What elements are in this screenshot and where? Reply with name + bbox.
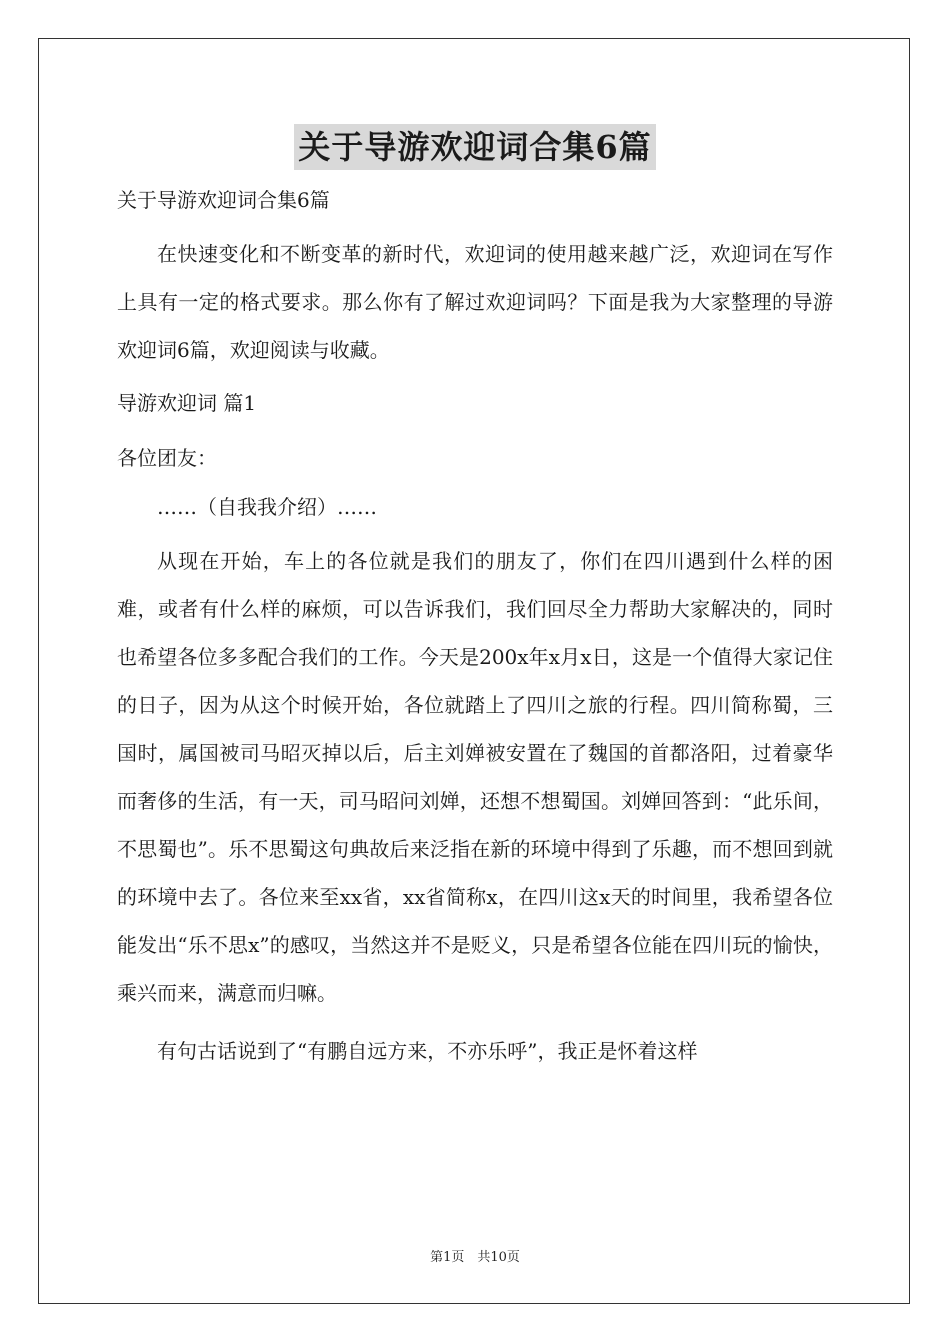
intro-paragraph: 在快速变化和不断变革的新时代，欢迎词的使用越来越广泛，欢迎词在写作上具有一定的格式要求。那么你有了解过欢迎词吗？下面是我为大家整理的导游欢迎词6篇，欢迎阅读与收藏。 bbox=[117, 242, 833, 362]
section-heading: 导游欢迎词 篇1 bbox=[117, 391, 257, 415]
page-number: 第1页 共10页 bbox=[430, 1250, 520, 1265]
document-body bbox=[117, 181, 833, 1075]
title-container bbox=[0, 124, 950, 170]
document-title: 关于导游欢迎词合集6篇 bbox=[294, 124, 655, 170]
body-paragraph-1: 从现在开始，车上的各位就是我们的朋友了，你们在四川遇到什么样的困难，或者有什么样的麻烦，可以告诉我们，我们回尽全力帮助大家解决的，同时也希望各位多多配合我们的工作。今天是200x年x月x日，这是一个值得大家记住的日子，因为从这个时候开始，各位就踏上了四川之旅的行程。四川简称蜀，三国时，属国被司马昭灭掉以后，后主刘婵被安置在了魏国的首都洛阳，过着豪华而奢侈的生活，有一天，司马昭问刘婵，还想不想蜀国。刘婵回答到：“此乐间，不思蜀也”。乐不思蜀这句典故后来泛指在新的环境中得到了乐趣，而不想回到就的环境中去了。各位来至xx省，xx省简称x，在四川这x天的时间里，我希望各位能发出“乐不思x”的感叹，当然这并不是贬义，只是希望各位能在四川玩的愉快，乘兴而来，满意而归嘛。 bbox=[117, 549, 833, 1005]
document-subtitle: 关于导游欢迎词合集6篇 bbox=[117, 188, 330, 212]
self-intro-line: ……（自我我介绍）…… bbox=[157, 495, 377, 519]
body-paragraph-2: 有句古话说到了“有鹏自远方来，不亦乐呼”，我正是怀着这样 bbox=[157, 1039, 698, 1063]
greeting-line: 各位团友： bbox=[117, 446, 217, 470]
